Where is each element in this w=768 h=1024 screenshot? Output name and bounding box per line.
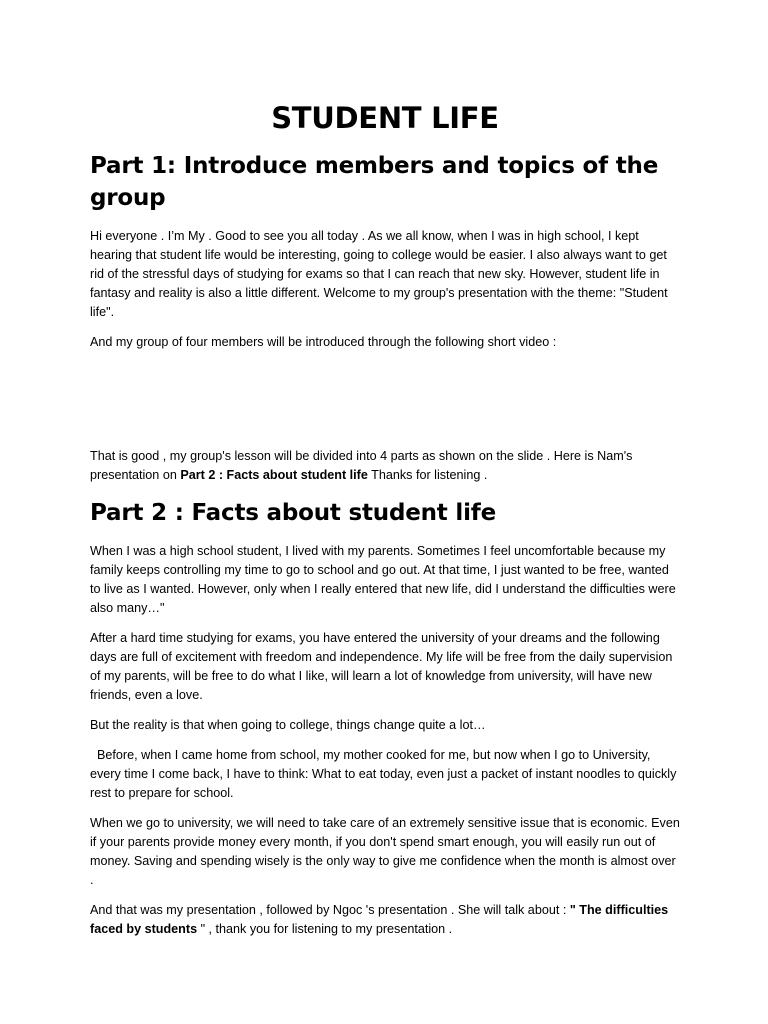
transition-text-end: Thanks for listening .: [367, 468, 488, 482]
closing-paragraph: [90, 901, 680, 939]
transition-text-start: That is good , my group's lesson will be divided into 4 parts as shown on the slide . Here is Nam's presentation on: [90, 449, 633, 482]
part2-heading: Part 2 : Facts about student life: [90, 500, 496, 526]
closing-bold-text: " The difficulties faced by students: [90, 903, 669, 936]
transition-bold-text: Part 2 : Facts about student life: [180, 468, 368, 482]
part1-group-paragraph: And my group of four members will be introduced through the following short video :: [90, 335, 557, 349]
part2-paragraph-4: [90, 746, 680, 803]
closing-text-start: And that was my presentation , followed by Ngoc 's presentation . She will talk about :: [90, 903, 570, 917]
part2-paragraph-2: After a hard time studying for exams, you have entered the university of your dreams and the following days are full of excitement with freedom and independence. My life will be free from the daily supervision of my parents, will be free to do what I like, will learn a lot of knowledge from university, will have new friends, even a love.: [90, 631, 673, 702]
part1-intro-paragraph: Hi everyone . I’m My . Good to see you all today . As we all know, when I was in high school, I kept hearing that student life would be interesting, going to college would be easier. I also always want to get rid of the stressful days of studying for exams so that I can reach that new sky. However, student life in fantasy and reality is also a little different. Welcome to my group's presentation with the theme: "Student life".: [90, 229, 668, 319]
part1-heading: Part 1: Introduce members and topics of the group: [90, 153, 659, 211]
part2-paragraph-1: When I was a high school student, I lived with my parents. Sometimes I feel uncomfortable because my family keeps controlling my time to go to school and go out. At that time, I just wanted to be free, wanted to live as I wanted. However, only when I really entered that new life, did I understand the difficulties were also many…": [90, 544, 676, 615]
document-title: STUDENT LIFE: [271, 101, 499, 135]
document-body: [90, 96, 680, 939]
part2-paragraph-5: When we go to university, we will need to take care of an extremely sensitive issue that is economic. Even if your parents provide money every month, if you don't spend smart enough, you will easily run out of money. Saving and spending wisely is the only way to give me confidence when the month is almost over .: [90, 816, 680, 887]
part2-paragraph-3: But the reality is that when going to college, things change quite a lot…: [90, 718, 486, 732]
part1-transition-paragraph: [90, 447, 680, 485]
part2-paragraph-4-text: Before, when I came home from school, my mother cooked for me, but now when I go to University, every time I come back, I have to think: What to eat today, even just a packet of instant noodles to quickly rest to prepare for school.: [90, 748, 677, 800]
closing-text-end: " , thank you for listening to my presentation .: [200, 922, 453, 936]
